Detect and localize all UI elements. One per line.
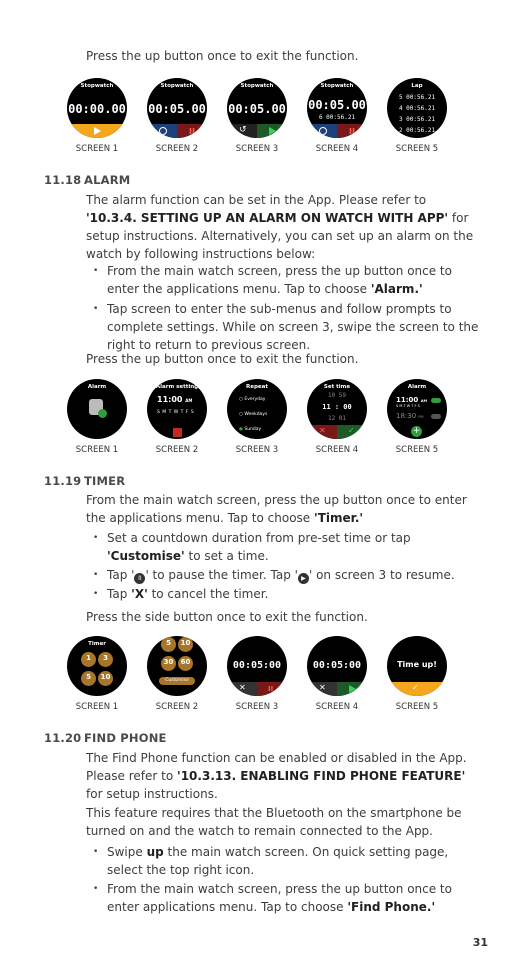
- text: From the main watch screen, press the up button once to enter the applications menu. Tap to choose: [86, 493, 467, 525]
- repeat-option: Sunday: [244, 427, 262, 432]
- reset-icon: ↺: [239, 125, 247, 135]
- alarm-intro: [86, 191, 481, 263]
- stopwatch-time: 00:00.00: [68, 102, 126, 116]
- bullet: [93, 300, 483, 354]
- screen-label: SCREEN 2: [155, 702, 199, 712]
- days-of-week: S M T W T F S: [157, 410, 195, 415]
- watch-screen: [67, 379, 127, 439]
- timer-time: 00:05:00: [312, 660, 362, 671]
- emphasis: 'Customise': [107, 549, 185, 563]
- preset-time: 10: [178, 637, 193, 652]
- screen-label: SCREEN 2: [155, 445, 199, 455]
- screen-label: SCREEN 3: [235, 144, 279, 154]
- cancel-bar: [227, 682, 257, 696]
- bullet: [93, 843, 483, 879]
- section-number: 11.18: [44, 173, 82, 187]
- bullet: [93, 529, 483, 565]
- exit-text: Press the side button once to exit the function.: [86, 610, 368, 624]
- bullet: [93, 880, 483, 916]
- section-heading: [44, 173, 130, 187]
- bullet-dot-icon: •: [93, 570, 99, 580]
- screen-title: Alarm: [407, 384, 427, 390]
- screen-label: SCREEN 5: [395, 702, 439, 712]
- screen-label: SCREEN 5: [395, 144, 439, 154]
- watch-screen: [387, 379, 447, 439]
- watch-screen: [147, 636, 207, 696]
- emphasis: 'Timer.': [314, 511, 364, 525]
- pause-icon: II: [268, 685, 274, 693]
- watch-screen: [307, 379, 367, 439]
- preset-time: 60: [178, 656, 193, 671]
- pause-bar: [177, 124, 207, 138]
- exit-text: Press the up button once to exit the function.: [86, 352, 359, 366]
- stopwatch-time: 00:05.00: [148, 102, 206, 116]
- time-picker-row: 10 59: [327, 392, 347, 399]
- play-icon: [349, 685, 356, 693]
- cancel-bar: [307, 682, 337, 696]
- intro-text: Press the up button once to exit the function.: [86, 49, 359, 63]
- ampm: AM: [420, 399, 427, 403]
- close-icon: ✕: [319, 426, 326, 435]
- lap-entry: 5 00:56.21: [398, 94, 436, 101]
- time-up-message: Time up!: [397, 660, 437, 669]
- screen-label: SCREEN 1: [75, 702, 119, 712]
- reset-bar: [227, 124, 257, 138]
- add-alarm-icon: +: [412, 426, 421, 436]
- reference: '10.3.13. ENABLING FIND PHONE FEATURE': [177, 769, 466, 783]
- watch-screen: [67, 78, 127, 138]
- alarm-time: 11:00: [396, 396, 419, 404]
- watch-screen: [307, 636, 367, 696]
- play-icon: [94, 127, 101, 135]
- cancel-bar: [307, 425, 337, 439]
- pause-icon: II: [189, 127, 195, 136]
- text: Swipe: [107, 845, 147, 859]
- timer-time: 00:05:00: [232, 660, 282, 671]
- resume-bar: [337, 682, 367, 696]
- text: Tap ': [107, 568, 135, 582]
- lap-entry: 3 00:56.21: [398, 116, 436, 123]
- screen-label: SCREEN 4: [315, 445, 359, 455]
- confirm-bar: [387, 682, 447, 696]
- bullet-dot-icon: •: [93, 533, 99, 543]
- watch-screen: [387, 636, 447, 696]
- stopwatch-screens: [67, 78, 447, 154]
- start-bar: [67, 124, 127, 138]
- watch-screen: [147, 78, 207, 138]
- bullet: [93, 585, 483, 603]
- screen-title: Lap: [411, 83, 423, 89]
- section-title: ALARM: [84, 173, 131, 187]
- bullet-dot-icon: •: [93, 304, 99, 314]
- ampm: AM: [185, 398, 193, 403]
- time-picker-row: 12 01: [327, 415, 347, 422]
- section-heading: [44, 474, 125, 488]
- section-title: TIMER: [84, 474, 126, 488]
- close-icon: ✕: [239, 683, 246, 692]
- customise-button: Customise: [159, 677, 195, 685]
- text: Tap: [107, 587, 132, 601]
- watch-screen: [227, 78, 287, 138]
- selected-radio-icon: ●: [239, 427, 243, 432]
- text: ' on screen 3 to resume.: [308, 568, 455, 582]
- lap-icon: [159, 127, 167, 135]
- lap-readout: 6 00:56.21: [318, 114, 356, 121]
- preset-time: 5: [161, 637, 176, 652]
- toggle-off-icon: [431, 414, 441, 419]
- preset-time: 10: [98, 671, 113, 686]
- screen-label: SCREEN 1: [75, 144, 119, 154]
- confirm-bar: [337, 425, 367, 439]
- text: to set a time.: [184, 549, 269, 563]
- screen-title: Repeat: [246, 384, 268, 390]
- play-icon: ▶: [298, 573, 309, 584]
- pause-icon: II: [134, 573, 145, 584]
- screen-title: Stopwatch: [320, 83, 354, 89]
- text: The Find Phone function can be enabled or disabled in the App. Please refer to: [86, 751, 467, 783]
- watch-screen: [67, 636, 127, 696]
- lap-entry: 4 00:56.21: [398, 105, 436, 112]
- section-heading: [44, 731, 167, 745]
- screen-label: SCREEN 4: [315, 702, 359, 712]
- screen-label: SCREEN 3: [235, 702, 279, 712]
- text: for setup instructions.: [86, 787, 218, 801]
- preset-time: 1: [81, 652, 96, 667]
- screen-label: SCREEN 3: [235, 445, 279, 455]
- lap-bar: [307, 124, 337, 138]
- bullet-dot-icon: •: [93, 589, 99, 599]
- play-icon: [269, 127, 276, 135]
- watch-screen: [387, 78, 447, 138]
- text: Set a countdown duration from pre-set time or tap: [107, 531, 411, 545]
- lap-icon: [319, 127, 327, 135]
- preset-time: 30: [161, 656, 176, 671]
- text: The alarm function can be set in the App. Please refer to: [86, 193, 427, 207]
- section-number: 11.20: [44, 731, 82, 745]
- timer-screens: [67, 636, 447, 712]
- lap-bar: [147, 124, 177, 138]
- resume-bar: [257, 124, 287, 138]
- check-icon: ✓: [412, 683, 419, 692]
- screen-title: Stopwatch: [160, 83, 194, 89]
- emphasis: 'Find Phone.': [347, 900, 436, 914]
- bullet: [93, 566, 483, 584]
- check-icon: ✓: [348, 426, 355, 435]
- close-icon: ✕: [319, 683, 326, 692]
- pause-bar: [337, 124, 367, 138]
- findphone-requirement: This feature requires that the Bluetooth on the smartphone be turned on and the watch to remain connected to the App.: [86, 806, 462, 838]
- stopwatch-time: 00:05.00: [228, 102, 286, 116]
- watch-screen: [147, 379, 207, 439]
- pause-icon: II: [349, 127, 355, 136]
- bullet-dot-icon: •: [93, 847, 99, 857]
- repeat-option: Weekdays: [244, 412, 268, 417]
- text: From the main watch screen, press the up button once to enter applications menu. Tap to choose: [107, 882, 452, 914]
- screen-label: SCREEN 4: [315, 144, 359, 154]
- time-picker-selected: 11 : 00: [322, 403, 352, 411]
- page-number: 31: [472, 936, 488, 949]
- stopwatch-time: 00:05.00: [308, 98, 366, 112]
- text: Tap screen to enter the sub-menus and follow prompts to complete settings. While on screen 3, swipe the screen to the right to return to previous screen.: [107, 302, 479, 352]
- screen-label: SCREEN 5: [395, 445, 439, 455]
- preset-time: 3: [98, 652, 113, 667]
- emphasis: up: [146, 845, 164, 859]
- days-of-week: S M T W T F S: [396, 404, 420, 408]
- text: for setup instructions. Alternatively, you can set up an alarm on the watch by following instructions below:: [86, 211, 474, 261]
- preset-time: 5: [81, 671, 96, 686]
- pause-bar: [257, 682, 287, 696]
- delete-icon: [173, 428, 182, 437]
- watch-screen: [307, 78, 367, 138]
- findphone-intro: [86, 749, 481, 803]
- watch-screen: Repeat ○ Everyday ○ Weekdays ● Sunday: [227, 379, 287, 439]
- ampm: PM: [418, 415, 424, 419]
- bullet-dot-icon: •: [93, 884, 99, 894]
- bullet: [93, 262, 483, 298]
- lap-entry: 2 00:56.21: [398, 127, 436, 134]
- add-icon: [98, 409, 107, 418]
- screen-title: Timer: [88, 641, 106, 647]
- screen-title: Alarm: [87, 384, 107, 390]
- bullet-dot-icon: •: [93, 266, 99, 276]
- screen-title: Stopwatch: [240, 83, 274, 89]
- text: ' to pause the timer. Tap ': [145, 568, 298, 582]
- screen-label: SCREEN 1: [75, 445, 119, 455]
- reference: '10.3.4. SETTING UP AN ALARM ON WATCH WITH APP': [86, 211, 449, 225]
- screen-title: Stopwatch: [80, 83, 114, 89]
- screen-title: Alarm setting: [155, 384, 199, 390]
- section-title: FIND PHONE: [84, 731, 167, 745]
- toggle-on-icon: [431, 398, 441, 403]
- emphasis: 'X': [131, 587, 148, 601]
- timer-intro: [86, 491, 481, 527]
- repeat-option: Everyday: [244, 397, 266, 402]
- emphasis: 'Alarm.': [370, 282, 423, 296]
- alarm-time: 11:00: [157, 395, 183, 404]
- text: to cancel the timer.: [147, 587, 269, 601]
- alarm-screens: [67, 379, 447, 455]
- section-number: 11.19: [44, 474, 82, 488]
- watch-screen: [227, 636, 287, 696]
- text: From the main watch screen, press the up button once to enter the applications menu. Tap to choose: [107, 264, 452, 296]
- alarm-time: 18:30: [396, 412, 417, 420]
- screen-title: Set time: [323, 384, 351, 390]
- screen-label: SCREEN 2: [155, 144, 199, 154]
- text: the main watch screen. On quick setting page, select the top right icon.: [107, 845, 449, 877]
